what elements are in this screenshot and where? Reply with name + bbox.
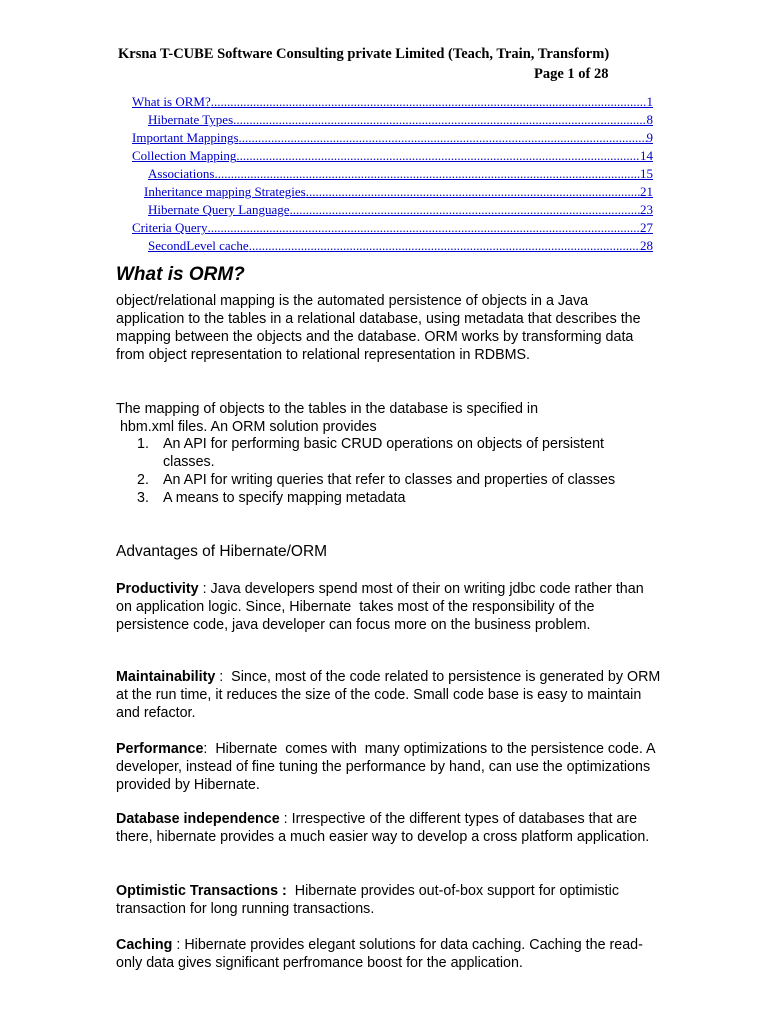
toc-leader (249, 238, 640, 254)
list-number: 1. (137, 436, 149, 452)
table-of-contents (132, 94, 653, 256)
toc-link-inheritance-mapping[interactable] (132, 184, 653, 202)
toc-link-criteria-query[interactable] (132, 220, 653, 238)
toc-link-hibernate-types[interactable] (132, 112, 653, 130)
orm-features-list (116, 435, 656, 507)
advantage-optimistic-transactions (116, 882, 661, 918)
toc-leader (207, 220, 640, 236)
toc-link-collection-mapping[interactable] (132, 148, 653, 166)
advantage-maintainability (116, 668, 665, 722)
toc-link-associations[interactable] (132, 166, 653, 184)
mapping-line-2: hbm.xml files. An ORM solution provides (116, 419, 377, 435)
toc-title: Important Mappings (132, 130, 239, 145)
advantage-text: : Hibernate comes with many optimizations to the persistence code. A developer, instead of fine tuning the performance by hand, can use the optimizations provided by Hibernate. (116, 741, 659, 793)
advantage-text: Hibernate provides out-of-box support for optimistic transaction for long running transactions. (116, 883, 623, 917)
toc-title: What is ORM? (132, 94, 211, 109)
advantage-term: Maintainability (116, 669, 216, 685)
toc-title: Criteria Query (132, 220, 208, 235)
section-heading: What is ORM? (116, 264, 245, 285)
toc-link-hql[interactable] (132, 202, 653, 220)
advantage-term: Optimistic Transactions : (116, 883, 287, 899)
advantage-database-independence (116, 810, 661, 846)
list-item (116, 489, 656, 507)
toc-title: SecondLevel cache (148, 238, 249, 253)
toc-leader (306, 184, 640, 200)
toc-title: Hibernate Types (148, 112, 234, 127)
list-number: 3. (137, 490, 149, 506)
toc-leader (233, 112, 646, 128)
list-item (116, 471, 656, 489)
toc-leader (211, 94, 647, 110)
list-text: A means to specify mapping metadata (163, 490, 406, 506)
list-text: An API for performing basic CRUD operations on objects of persistent classes. (163, 436, 605, 470)
page-number: Page 1 of 28 (534, 66, 609, 82)
toc-page-number: 21 (640, 184, 653, 199)
toc-page-number: 14 (640, 148, 653, 163)
toc-title: Hibernate Query Language (148, 202, 290, 217)
advantage-caching (116, 936, 661, 972)
toc-link-important-mappings[interactable] (132, 130, 653, 148)
advantage-text: : Hibernate provides elegant solutions for data caching. Caching the read-only data gives significant perfromance boost for the application. (116, 937, 643, 971)
advantage-text: : Java developers spend most of their on writing jdbc code rather than on application logic. Since, Hibernate takes most of the responsibility of the persistence code, java developer can focus more on the business problem. (116, 581, 648, 633)
toc-page-number: 8 (646, 112, 653, 127)
list-text: An API for writing queries that refer to classes and properties of classes (163, 472, 616, 488)
toc-page-number: 9 (646, 130, 653, 145)
list-number: 2. (137, 472, 149, 488)
advantage-text: : Irrespective of the different types of databases that are there, hibernate provides a much easier way to develop a cross platform application. (116, 811, 650, 845)
toc-title: Inheritance mapping Strategies (144, 184, 306, 199)
toc-page-number: 1 (646, 94, 653, 109)
company-header: Krsna T-CUBE Software Consulting private Limited (Teach, Train, Transform) (118, 46, 610, 62)
list-item (116, 435, 656, 471)
advantages-heading: Advantages of Hibernate/ORM (116, 543, 328, 560)
advantage-text: : Since, most of the code related to persistence is generated by ORM at the run time, it reduces the size of the code. Small code base is easy to maintain and refactor. (116, 669, 665, 721)
toc-leader (290, 202, 641, 218)
advantage-term: Database independence (116, 811, 280, 827)
advantage-term: Productivity (116, 581, 199, 597)
advantage-performance (116, 740, 661, 794)
advantage-productivity (116, 580, 661, 634)
toc-leader (214, 166, 640, 182)
mapping-line-1: The mapping of objects to the tables in the database is specified in (116, 401, 539, 417)
toc-title: Collection Mapping (132, 148, 237, 163)
toc-link-secondlevel-cache[interactable] (132, 238, 653, 256)
toc-page-number: 15 (640, 166, 653, 181)
mapping-paragraph (116, 400, 656, 436)
toc-leader (236, 148, 640, 164)
toc-page-number: 27 (640, 220, 653, 235)
toc-page-number: 28 (640, 238, 653, 253)
toc-page-number: 23 (640, 202, 653, 217)
advantage-term: Caching (116, 937, 173, 953)
toc-link-what-is-orm[interactable] (132, 94, 653, 112)
toc-leader (239, 130, 647, 146)
toc-title: Associations (148, 166, 215, 181)
intro-paragraph: object/relational mapping is the automated persistence of objects in a Java application to the tables in a relational database, using metadata that describes the mapping between the objects and the database. ORM works by transforming data from object representation to relational representation in RDBMS. (116, 293, 641, 363)
advantage-term: Performance (116, 741, 204, 757)
